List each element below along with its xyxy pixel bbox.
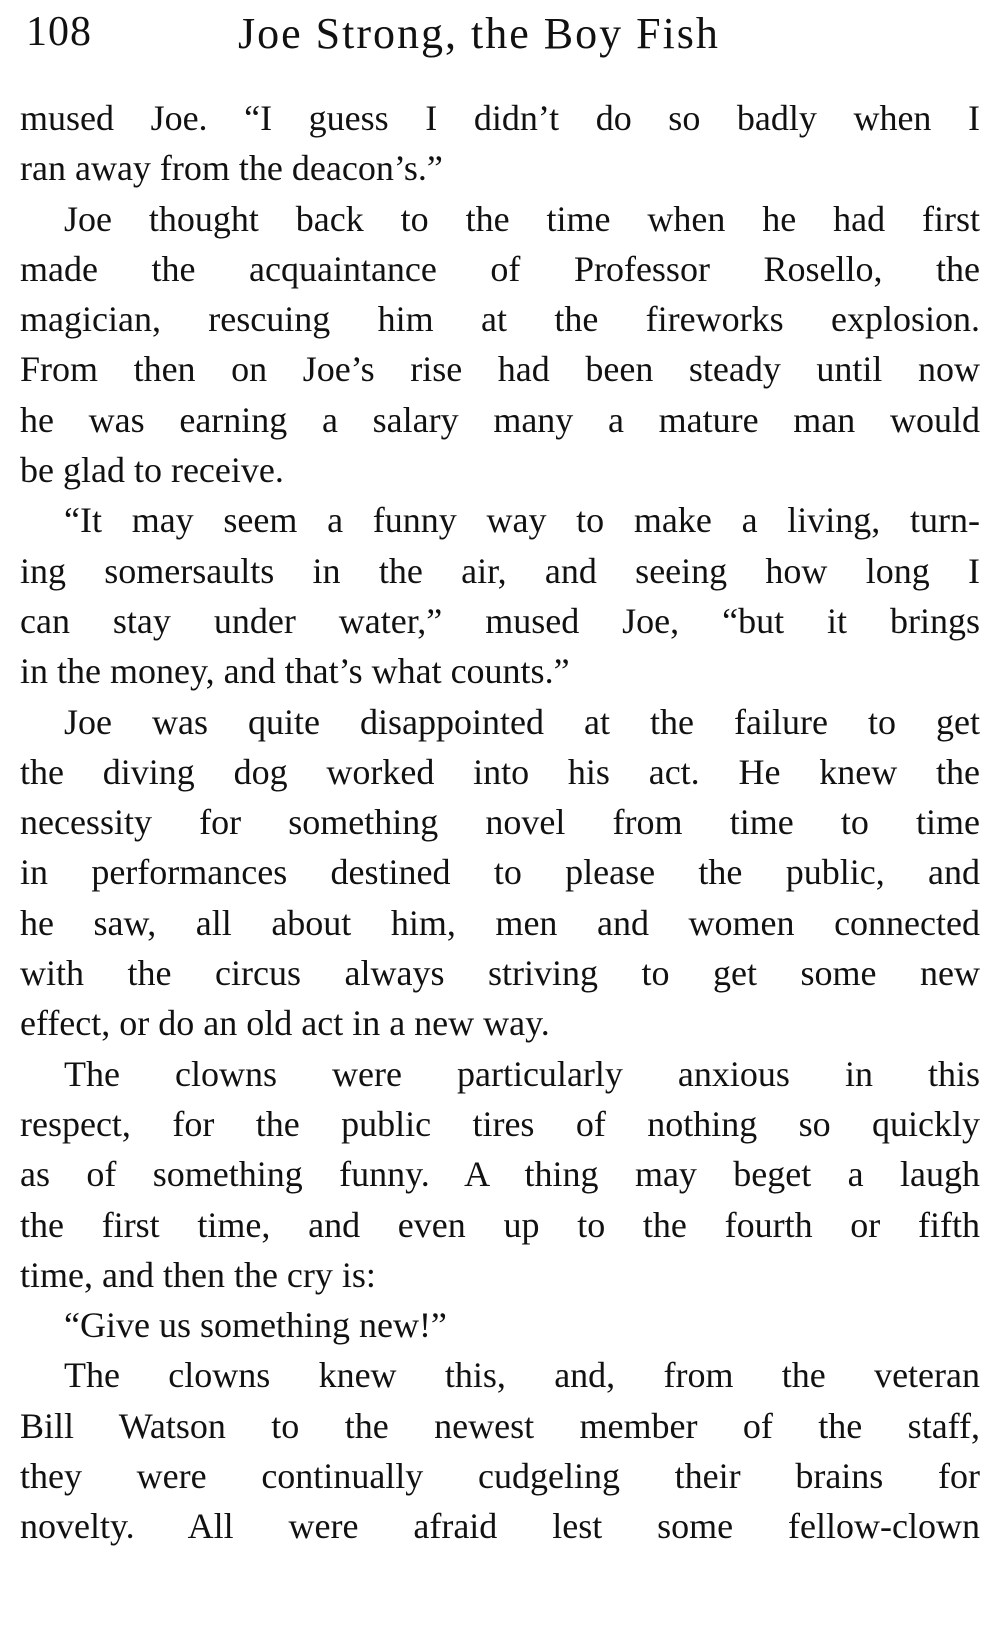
text-line: effect, or do an old act in a new way.	[20, 1003, 550, 1044]
text-line: in performances destined to please the public, and	[20, 852, 980, 893]
text-line: the first time, and even up to the fourth or fifth	[20, 1204, 980, 1245]
text-line: “Give us something new!”	[64, 1305, 447, 1346]
text-line: Joe thought back to the time when he had first	[64, 198, 980, 239]
text-line: time, and then the cry is:	[20, 1254, 376, 1295]
book-page	[20, 0, 980, 1547]
text-line: The clowns were particularly anxious in this	[64, 1053, 980, 1094]
text-line: Joe was quite disappointed at the failure to get	[64, 701, 980, 742]
text-line: made the acquaintance of Professor Rosello, the	[20, 248, 980, 289]
text-line: the diving dog worked into his act. He knew the	[20, 751, 980, 792]
text-line: “It may seem a funny way to make a living, turn-	[64, 500, 980, 541]
text-line: mused Joe. “I guess I didn’t do so badly when I	[20, 98, 980, 138]
text-line: respect, for the public tires of nothing so quickly	[20, 1103, 980, 1144]
body-text	[20, 93, 980, 1552]
text-line: magician, rescuing him at the fireworks explosion.	[20, 299, 980, 340]
text-line: they were continually cudgeling their brains for	[20, 1456, 980, 1497]
text-line: in the money, and that’s what counts.”	[20, 651, 570, 692]
text-line: can stay under water,” mused Joe, “but it brings	[20, 600, 980, 641]
page-header	[20, 0, 980, 92]
text-line: necessity for something novel from time to time	[20, 802, 980, 843]
text-line: with the circus always striving to get some new	[20, 953, 980, 994]
text-line: novelty. All were afraid lest some fellow-clown	[20, 1506, 980, 1547]
page-number: 108	[26, 9, 92, 55]
text-line: be glad to receive.	[20, 450, 284, 491]
text-line: From then on Joe’s rise had been steady until now	[20, 349, 980, 390]
text-line: he saw, all about him, men and women connected	[20, 902, 980, 943]
text-line: Bill Watson to the newest member of the staff,	[20, 1405, 980, 1446]
text-line: as of something funny. A thing may beget a laugh	[20, 1154, 980, 1195]
running-title: Joe Strong, the Boy Fish	[238, 9, 720, 58]
text-line: ing somersaults in the air, and seeing how long I	[20, 550, 980, 591]
text-line: he was earning a salary many a mature man would	[20, 399, 980, 440]
text-line: ran away from the deacon’s.”	[20, 148, 443, 189]
text-line: The clowns knew this, and, from the veteran	[64, 1355, 980, 1396]
